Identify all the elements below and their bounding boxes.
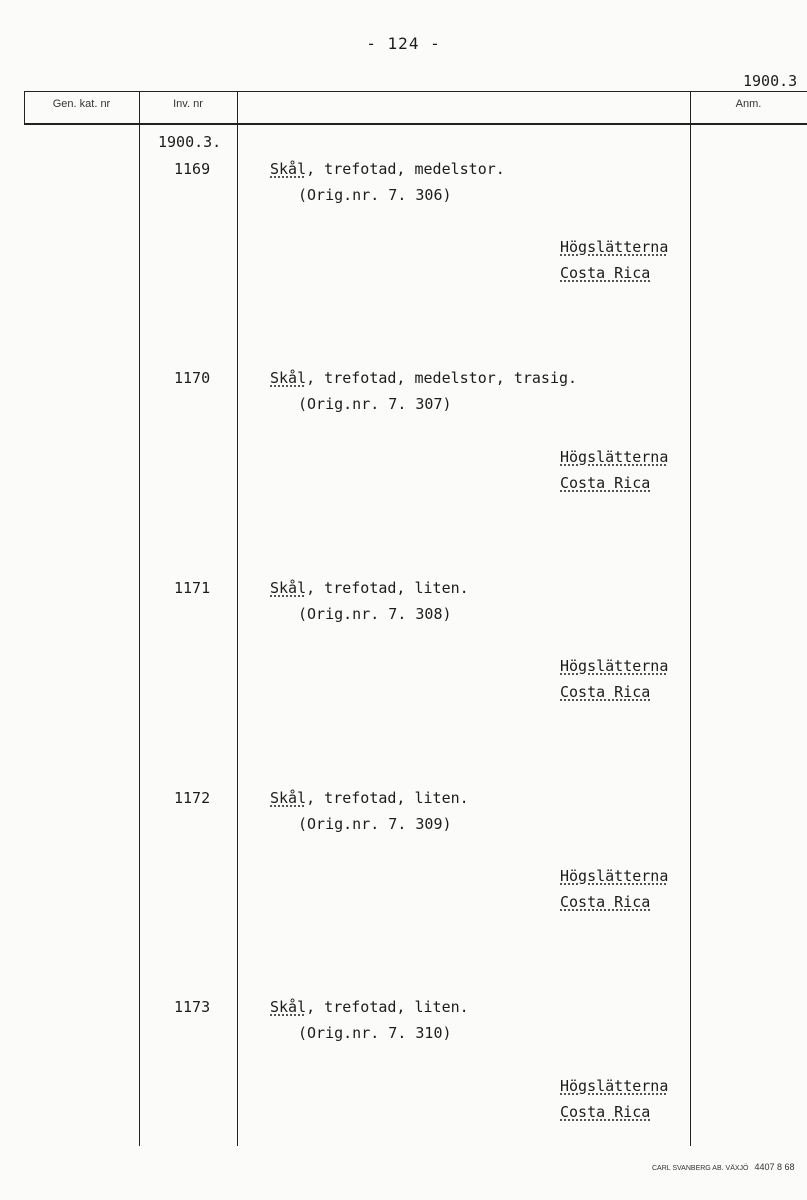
column-divider-1 bbox=[139, 91, 140, 1146]
column-divider-3 bbox=[690, 91, 691, 1146]
inv-number: 1169 bbox=[174, 160, 211, 178]
inv-number: 1172 bbox=[174, 789, 211, 807]
inv-number: 1170 bbox=[174, 369, 211, 387]
item-details: , trefotad, medelstor. bbox=[306, 160, 505, 178]
location-region: Högslätterna bbox=[560, 867, 669, 885]
item-description bbox=[270, 789, 469, 807]
item-description bbox=[270, 160, 505, 178]
item-description bbox=[270, 998, 469, 1016]
location-region: Högslätterna bbox=[560, 1077, 669, 1095]
location-country: Costa Rica bbox=[560, 683, 651, 701]
header-anm: Anm. bbox=[735, 98, 762, 110]
location-region: Högslätterna bbox=[560, 238, 669, 256]
item-name: Skål bbox=[270, 789, 307, 807]
item-name: Skål bbox=[270, 579, 307, 597]
item-description bbox=[270, 579, 469, 597]
inv-number: 1173 bbox=[174, 998, 211, 1016]
printer-imprint bbox=[652, 1162, 795, 1172]
location-region: Högslätterna bbox=[560, 448, 669, 466]
original-number: (Orig.nr. 7. 309) bbox=[298, 815, 452, 833]
location-region: Högslätterna bbox=[560, 657, 669, 675]
header-inv: Inv. nr bbox=[173, 98, 203, 110]
inv-number: 1171 bbox=[174, 579, 211, 597]
column-divider-2 bbox=[237, 91, 238, 1146]
item-details: , trefotad, liten. bbox=[306, 998, 469, 1016]
item-details: , trefotad, liten. bbox=[306, 579, 469, 597]
item-description bbox=[270, 369, 577, 387]
location-country: Costa Rica bbox=[560, 264, 651, 282]
header-gen-kat: Gen. kat. nr bbox=[52, 98, 111, 110]
item-details: , trefotad, liten. bbox=[306, 789, 469, 807]
location-country: Costa Rica bbox=[560, 474, 651, 492]
original-number: (Orig.nr. 7. 310) bbox=[298, 1024, 452, 1042]
original-number: (Orig.nr. 7. 308) bbox=[298, 605, 452, 623]
original-number: (Orig.nr. 7. 307) bbox=[298, 395, 452, 413]
original-number: (Orig.nr. 7. 306) bbox=[298, 186, 452, 204]
page-number: - 124 - bbox=[366, 34, 441, 53]
item-name: Skål bbox=[270, 160, 307, 178]
location-country: Costa Rica bbox=[560, 893, 651, 911]
corner-reference: 1900.3 bbox=[743, 72, 798, 90]
form-code: 4407 8 68 bbox=[754, 1162, 795, 1172]
item-name: Skål bbox=[270, 369, 307, 387]
item-details: , trefotad, medelstor, trasig. bbox=[306, 369, 578, 387]
section-reference: 1900.3. bbox=[158, 133, 222, 151]
location-country: Costa Rica bbox=[560, 1103, 651, 1121]
printer-name: CARL SVANBERG AB. VÄXJÖ bbox=[652, 1165, 749, 1172]
item-name: Skål bbox=[270, 998, 307, 1016]
